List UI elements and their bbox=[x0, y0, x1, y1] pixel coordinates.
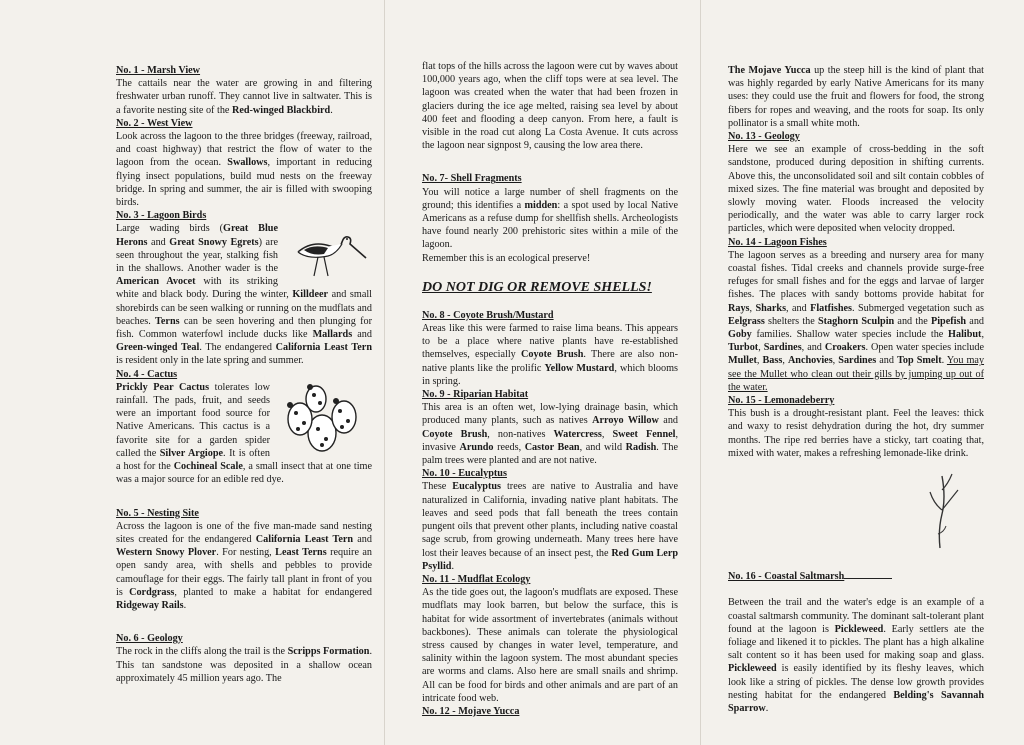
section-13-geology bbox=[728, 130, 984, 236]
warning-heading: DO NOT DIG OR REMOVE SHELLS! bbox=[422, 279, 652, 295]
section-heading: No. 16 - Coastal Saltmarsh bbox=[728, 570, 984, 583]
fold-line-right bbox=[700, 0, 701, 745]
section-body: This area is an often wet, low-lying drainage basin, which produced many plants, such as natives Arroyo Willow and Coyote Brush, non-natives Watercress, Sweet Fennel, invasive Arundo reeds, Castor Bean, and wild Radish. The palm trees were planted and are not native. bbox=[422, 402, 679, 467]
section-body: The lagoon serves as a breeding and nursery area for many coastal fishes. Tidal creeks and channels provide surge-free refuges for small fishes and for the eggs and larvae of larger fishes. The places with sandy bottoms provide habitat for Rays, Sharks, and Flatfishes. Submerged vegetation such as Eelgrass shelters the Staghorn Sculpin and the Pipefish and Goby families. Shallow water species include the Halibut, Turbot, Sardines, and Croakers. Open water species include Mullet, Bass, Anchovies, Sardines and Top Smelt. You may see the Mullet who clean out their gills by jumping up out of the water. bbox=[728, 249, 985, 393]
section-heading: No. 15 - Lemonadeberry bbox=[728, 395, 835, 407]
section-5-nesting-site bbox=[116, 507, 372, 613]
section-12-continued: The Mojave Yucca up the steep hill is the kind of plant that was highly regarded by early Native Americans for its many uses: they could use the fruit and flowers for food, the strong fibers for ropes and weaving, and the roots for soap. Its only pollinator is a small white moth. bbox=[728, 65, 984, 129]
section-body: You will notice a large number of shell fragments on the ground; this identifies a midden: a spot used by local Native Americans as a refuse dump for shellfish shells. Archeologists have found nearly 200 prehistoric sites within a mile of the lagoon. bbox=[422, 186, 679, 251]
section-heading: No. 10 - Eucalyptus bbox=[422, 468, 507, 480]
section-heading: No. 3 - Lagoon Birds bbox=[116, 210, 207, 222]
section-body: Look across the lagoon to the three bridges (freeway, railroad, and coast highway) that restrict the flow of water to the lagoon from the ocean. Swallows, important in reducing flying insect populations, build mud nests on the freeway bridge. In spring and summer, the air is filled with swooping birds. bbox=[116, 131, 372, 209]
section-body: Areas like this were farmed to raise lima beans. This appears to be a place where native plants have re-established themselves, especially Coyote Brush. There are also non-native plants like the prolific Yellow Mustard, which blooms in spring. bbox=[422, 323, 678, 387]
section-16-coastal-saltmarsh bbox=[728, 570, 984, 715]
section-7-shell-fragments bbox=[422, 172, 678, 264]
section-heading: No. 1 - Marsh View bbox=[116, 65, 201, 76]
preserve-reminder: Remember this is an ecological preserve! bbox=[422, 252, 591, 264]
section-body: Large wading birds (Great Blue Herons and Great Snowy Egrets) are seen throughout the year, stalking fish in the shallows. Another wader is the American Avocet with its striking white and black body. During the winter, Killdeer and small shorebirds can be seen walking or running on the mudflats and beaches. Terns can be seen hovering and then plunging for fish. Common waterfowl include ducks like Mallards and Green-winged Teal. The endangered California Least Tern is resident only in the late spring and summer. bbox=[116, 223, 373, 367]
section-9-riparian-habitat bbox=[422, 388, 678, 467]
section-4-cactus bbox=[116, 368, 372, 487]
section-body: Here we see an example of cross-bedding in the soft sandstone, produced during deposition in shifting currents. Above this, the unconsolidated soil and silt contain cobbles of mixed sizes. The fine material was brought and deposited by slowly moving water. Floods increased the velocity periodically, and the water was able to carry larger rock particles, which were deposited when velocity dropped. bbox=[728, 144, 984, 235]
column-right bbox=[728, 64, 984, 715]
section-11-mudflat-ecology bbox=[422, 573, 678, 705]
section-body: This bush is a drought-resistant plant. Feel the leaves: thick and waxy to resist dehydration during the hot, dry summer months. The ripe red berries have a sticky, tart coating that, mixed with water, makes a refreshing lemonade-like drink. bbox=[728, 408, 984, 459]
section-14-lagoon-fishes bbox=[728, 236, 984, 394]
section-body: Between the trail and the water's edge is an example of a coastal saltmarsh community. The dominant salt-tolerant plant found at the lagoon is Pickleweed. Early settlers ate the foliage and likened it to pickles. The plant has a high alkaline salt content so it has been used for making soap and glass. Pickleweed is easily identified by its fleshy leaves, which look like a string of pickles. The dense low growth provides nesting habitat for the endangered Belding's Savannah Sparrow. bbox=[728, 597, 984, 714]
section-heading: No. 5 - Nesting Site bbox=[116, 507, 199, 519]
column-middle bbox=[422, 60, 678, 718]
section-body: The rock in the cliffs along the trail is the Scripps Formation. This tan sandstone was deposited in a shallow ocean approximately 45 million years ago. The bbox=[116, 646, 372, 684]
section-heading: No. 7- Shell Fragments bbox=[422, 173, 522, 185]
section-10-eucalyptus bbox=[422, 467, 678, 573]
section-8-coyote-brush bbox=[422, 309, 678, 388]
section-15-lemonadeberry bbox=[728, 394, 984, 460]
section-body: These Eucalyptus trees are native to Australia and have naturalized in California, invading native plant habitats. The leaves and seed pods that fall beneath the trees contain pungent oils that prevent other plants, including native coastal sage scrub, from growing underneath. Many trees here have lost their leaves because of an insect pest, the Red Gum Lerp Psyllid. bbox=[422, 481, 679, 572]
column-left bbox=[116, 64, 372, 685]
section-6-geology bbox=[116, 632, 372, 685]
section-body: Prickly Pear Cactus tolerates low rainfall. The pads, fruit, and seeds were an important food source for Native Americans. This cactus is a favorite site for a garden spider called the Silver Argiope. It is often a host for the Cochineal Scale, a small insect that at one time was a major source for an edible red dye. bbox=[116, 381, 372, 486]
section-6-continued: flat tops of the hills across the lagoon were cut by waves about 100,000 years ago, when the cliff tops were at sea level. The lagoon was created when the water that had been frozen in glaciers during the ice age melted, raising sea level by about 400 feet and flooding a deep canyon. From here, a fault is visible in the road cut along La Costa Avenue. It cuts across the lagoon near signpost 9, causing the low area there. bbox=[422, 61, 678, 152]
section-heading: No. 12 - Mojave Yucca bbox=[422, 705, 520, 717]
section-heading: No. 14 - Lagoon Fishes bbox=[728, 236, 827, 248]
section-body: As the tide goes out, the lagoon's mudflats are exposed. These mudflats may look barren, but below the surface, this is habitat for wide assortment of invertebrates (animals without backbones). These animals can tolerate the physiological stress caused by changes in water level, temperature, and salinity within the lagoon system. The most abundant species are worms and clams. Also here are small snails and shrimp. All can be food for birds and other animals and are part of an intricate food web. bbox=[422, 587, 678, 704]
section-heading: No. 6 - Geology bbox=[116, 633, 183, 645]
section-1-marsh-view bbox=[116, 64, 372, 117]
prickly-pear-cactus-icon bbox=[276, 383, 368, 457]
section-body: The cattails near the water are growing in and filtering freshwater urban runoff. They cannot live in saltwater. This is a favorite nesting site of the Red-winged Blackbird. bbox=[116, 78, 372, 116]
section-heading: No. 8 - Coyote Brush/Mustard bbox=[422, 309, 554, 321]
pickleweed-sprig-icon bbox=[924, 470, 964, 554]
section-3-lagoon-birds bbox=[116, 209, 372, 367]
section-heading: No. 11 - Mudflat Ecology bbox=[422, 573, 531, 585]
avocet-illustration-icon bbox=[284, 224, 368, 282]
section-heading: No. 13 - Geology bbox=[728, 131, 800, 143]
section-body: Across the lagoon is one of the five man-made sand nesting sites created for the endangered California Least Tern and Western Snowy Plover. For nesting, Least Terns require an open sandy area, with shells and pebbles to provide camouflage for their eggs. The fairly tall plant in front of you is Cordgrass, planted to make a habitat for endangered Ridgeway Rails. bbox=[116, 520, 373, 611]
section-2-west-view bbox=[116, 117, 372, 209]
section-12-mojave-yucca bbox=[422, 705, 678, 718]
fold-line-left bbox=[384, 0, 385, 745]
section-heading: No. 9 - Riparian Habitat bbox=[422, 389, 529, 401]
section-heading: No. 2 - West View bbox=[116, 117, 193, 129]
section-heading: No. 4 - Cactus bbox=[116, 368, 178, 380]
